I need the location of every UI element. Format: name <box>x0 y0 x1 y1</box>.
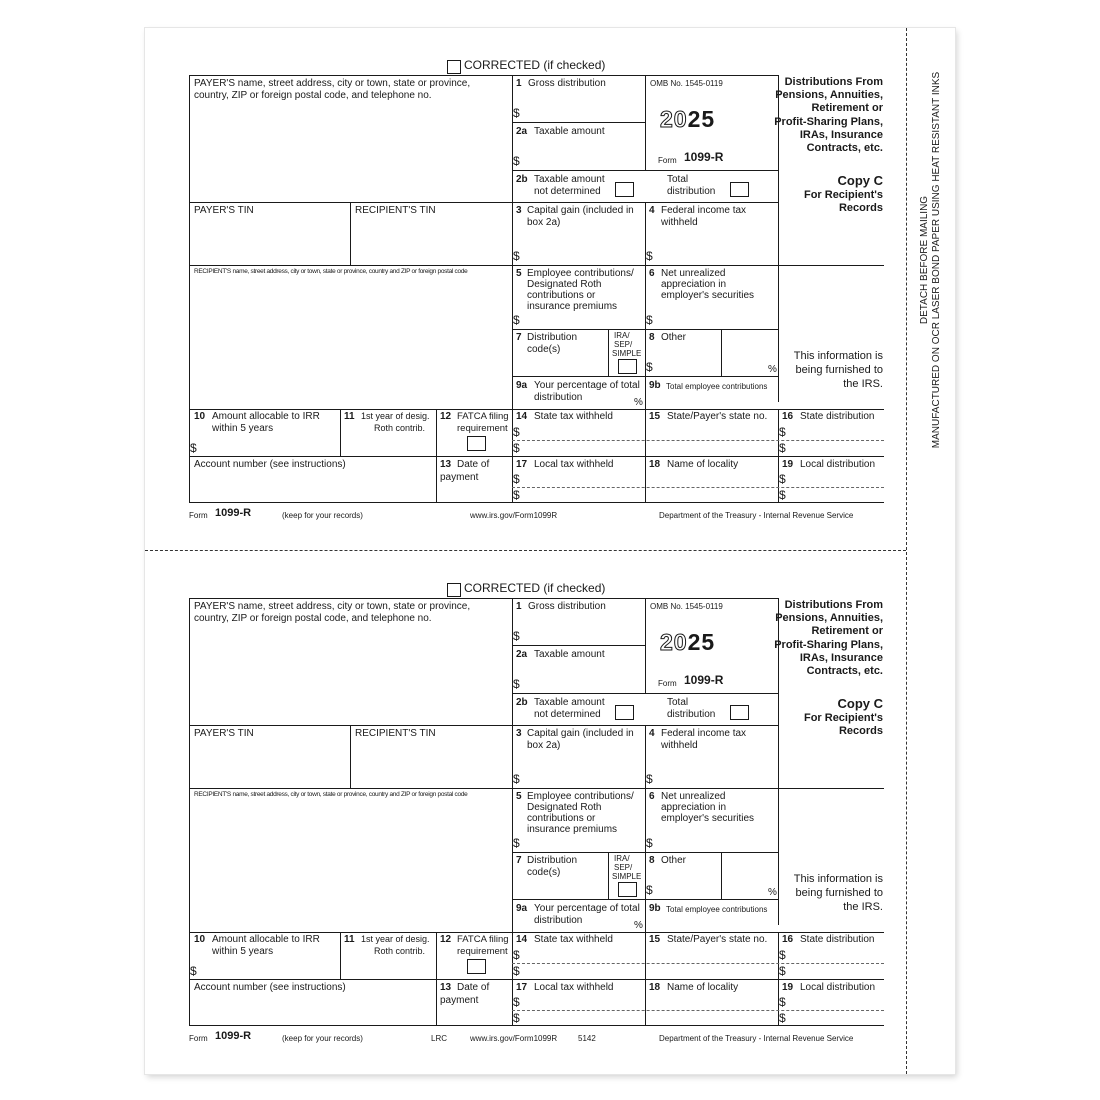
title-line: Contracts, etc. <box>806 665 883 678</box>
net-unrealized-field[interactable] <box>656 305 777 328</box>
box-2a-dollar: $ <box>513 154 520 168</box>
box-10-label-2: within 5 years <box>212 423 274 434</box>
box-5-label-2: Designated Roth <box>527 802 602 813</box>
box-3-number: 3 <box>516 728 522 739</box>
box-19-dollar-2: $ <box>779 488 786 502</box>
copy-sub-1: For Recipient's <box>803 712 883 724</box>
box-2a-label: Taxable amount <box>534 649 605 660</box>
box-17-number: 17 <box>516 459 528 470</box>
box-4-label: Federal income tax <box>661 205 747 216</box>
box-11-label: 1st year of desig. <box>361 411 430 421</box>
footer-url: www.irs.gov/Form1099R <box>470 1034 558 1043</box>
box-5-label-3: contributions or <box>527 813 596 824</box>
date-of-payment-field[interactable] <box>437 1008 511 1024</box>
payer-tin-label: PAYER'S TIN <box>194 728 254 739</box>
box-15-number: 15 <box>649 411 661 422</box>
payer-name-label: PAYER'S name, street address, city or town, state or province, <box>194 78 471 89</box>
title-line: Retirement or <box>811 625 883 638</box>
box-2a-number: 2a <box>516 649 528 660</box>
recipient-tin-field[interactable] <box>351 218 511 264</box>
box-10-number: 10 <box>194 934 206 945</box>
box-19-number: 19 <box>782 459 794 470</box>
federal-tax-field[interactable] <box>656 755 777 787</box>
box-6-label: Net unrealized <box>661 268 726 279</box>
box-16-dollar: $ <box>779 948 786 962</box>
total-distribution-label: Total <box>667 174 689 185</box>
payer-name-label-2: country, ZIP or foreign postal code, and telephone no. <box>194 90 432 101</box>
box-5-label: Employee contributions/ <box>527 268 634 279</box>
state-distribution-field-2[interactable] <box>789 441 883 455</box>
employee-contributions-field[interactable] <box>523 314 644 328</box>
box-9a-label-2: distribution <box>534 915 583 926</box>
form-copy-bottom <box>0 523 1100 1043</box>
box-3-dollar: $ <box>513 249 520 263</box>
box-4-dollar: $ <box>646 249 653 263</box>
box-16-dollar: $ <box>779 425 786 439</box>
box-9b-number: 9b <box>649 380 661 391</box>
copy-sub-2: Records <box>838 725 883 737</box>
box-13-label: Date of <box>457 982 490 993</box>
year-solid: 25 <box>687 629 716 655</box>
footer-dept: Department of the Treasury - Internal Revenue Service <box>659 511 854 520</box>
box-17-dollar: $ <box>513 995 520 1009</box>
box-3-label: Capital gain (included in <box>527 205 634 216</box>
box-9a-label: Your percentage of total <box>534 903 640 914</box>
box-8-percent: % <box>768 364 777 375</box>
box-5-label: Employee contributions/ <box>527 791 634 802</box>
state-payer-no-field-2[interactable] <box>646 441 777 455</box>
corrected-label: CORRECTED (if checked) <box>464 58 606 72</box>
title-line: Profit-Sharing Plans, <box>774 115 883 128</box>
box-2b-number: 2b <box>516 697 528 708</box>
account-number-field[interactable] <box>190 995 435 1024</box>
footer-form-name: 1099-R <box>215 507 252 519</box>
box-13-label: Date of <box>457 459 490 470</box>
local-distribution-field-1[interactable] <box>789 994 883 1009</box>
box-3-label-2: box 2a) <box>527 217 561 228</box>
title-line: Retirement or <box>811 102 883 115</box>
total-distribution-checkbox[interactable] <box>730 182 749 197</box>
box-7-label-2: code(s) <box>527 867 561 878</box>
box-6-label-2: appreciation in <box>661 802 727 813</box>
box-9a-label: Your percentage of total <box>534 380 640 391</box>
percentage-total-field[interactable] <box>590 395 632 408</box>
year-outline: 20 <box>660 106 688 132</box>
ira-label-2: SEP/ <box>614 340 633 349</box>
box-6-label: Net unrealized <box>661 791 726 802</box>
box-19-dollar: $ <box>779 995 786 1009</box>
footer-keep: (keep for your records) <box>282 511 363 520</box>
recipient-name-label: RECIPIENT'S name, street address, city or town, state or province, country and ZIP or foreign postal code <box>194 791 468 798</box>
ira-label: IRA/ <box>614 331 630 340</box>
corrected-label: CORRECTED (if checked) <box>464 581 606 595</box>
locality-name-field-1[interactable] <box>646 471 777 486</box>
ira-label-2: SEP/ <box>614 863 633 872</box>
info-line-3: the IRS. <box>843 378 883 390</box>
box-17-label: Local tax withheld <box>534 459 614 470</box>
box-5-label-2: Designated Roth <box>527 279 602 290</box>
box-19-dollar: $ <box>779 472 786 486</box>
state-tax-field-2[interactable] <box>523 964 644 978</box>
corrected-checkbox[interactable] <box>447 60 461 74</box>
title-line: IRAs, Insurance <box>799 651 883 664</box>
box-6-dollar: $ <box>646 313 653 327</box>
box-8-number: 8 <box>649 855 655 866</box>
box-12-label: FATCA filing <box>457 411 509 422</box>
box-6-label-3: employer's securities <box>661 290 755 301</box>
box-1-number: 1 <box>516 601 522 612</box>
corrected-checkbox[interactable] <box>447 583 461 597</box>
form-name: 1099-R <box>684 673 724 687</box>
box-4-dollar: $ <box>646 772 653 786</box>
omb-number: OMB No. 1545-0119 <box>650 79 723 88</box>
box-2a-label: Taxable amount <box>534 126 605 137</box>
box-11-label-2: Roth contrib. <box>374 946 426 956</box>
box-6-label-2: appreciation in <box>661 279 727 290</box>
payer-name-field[interactable] <box>190 102 511 201</box>
recipient-tin-field[interactable] <box>351 741 511 787</box>
gross-distribution-field[interactable] <box>523 92 644 121</box>
box-2b-label-2: not determined <box>534 186 601 197</box>
box-4-label-2: withheld <box>661 217 698 228</box>
ira-label: IRA/ <box>614 854 630 863</box>
form-title <box>740 599 883 678</box>
box-17-dollar: $ <box>513 472 520 486</box>
box-4-label: Federal income tax <box>661 728 747 739</box>
amount-allocable-irr-field[interactable] <box>200 437 339 455</box>
box-2b-number: 2b <box>516 174 528 185</box>
state-distribution-field-1[interactable] <box>789 424 883 439</box>
box-8-percent: % <box>768 887 777 898</box>
local-distribution-field-2[interactable] <box>789 1011 883 1024</box>
box-16-label: State distribution <box>800 934 875 945</box>
box-6-number: 6 <box>649 791 655 802</box>
detach-text: DETACH BEFORE MAILING <box>919 195 930 325</box>
box-7-number: 7 <box>516 855 522 866</box>
total-distribution-label: Total <box>667 697 689 708</box>
box-10-label: Amount allocable to IRR <box>212 934 320 945</box>
copy-label: Copy C <box>837 173 883 188</box>
total-employee-contributions-field[interactable] <box>656 393 777 408</box>
form-word: Form <box>658 156 677 165</box>
box-2a-dollar: $ <box>513 677 520 691</box>
first-year-roth-field[interactable] <box>341 436 435 455</box>
title-line: Profit-Sharing Plans, <box>774 638 883 651</box>
ira-sep-simple-checkbox[interactable] <box>618 882 637 897</box>
box-2b-label: Taxable amount <box>534 697 605 708</box>
box-11-number: 11 <box>344 934 355 945</box>
box-9a-percent: % <box>634 920 643 931</box>
box-18-number: 18 <box>649 459 661 470</box>
recipient-name-label: RECIPIENT'S name, street address, city or town, state or province, country and ZIP or foreign postal code <box>194 268 468 275</box>
distribution-code-field[interactable] <box>523 881 607 898</box>
box-12-label-2: requirement <box>457 423 508 434</box>
box-7-number: 7 <box>516 332 522 343</box>
footer-form-name: 1099-R <box>215 1030 252 1042</box>
footer-lrc: LRC <box>431 1034 448 1043</box>
box-4-number: 4 <box>649 728 655 739</box>
box-10-label: Amount allocable to IRR <box>212 411 320 422</box>
date-of-payment-field[interactable] <box>437 485 511 501</box>
payer-tin-field[interactable] <box>190 741 349 787</box>
copy-sub-1: For Recipient's <box>803 189 883 201</box>
locality-name-field-2[interactable] <box>646 1011 777 1024</box>
box-17-label: Local tax withheld <box>534 982 614 993</box>
local-tax-field-2[interactable] <box>523 488 644 501</box>
taxable-amount-field[interactable] <box>523 140 644 169</box>
taxable-amount-field[interactable] <box>523 663 644 692</box>
box-18-label: Name of locality <box>667 459 739 470</box>
form-copy-top <box>0 0 1100 520</box>
other-amount-field[interactable] <box>656 869 720 898</box>
box-10-dollar: $ <box>190 964 197 978</box>
box-8-dollar: $ <box>646 360 653 374</box>
year-outline: 20 <box>660 629 688 655</box>
box-1-label: Gross distribution <box>528 601 606 612</box>
box-8-dollar: $ <box>646 883 653 897</box>
form-word: Form <box>658 679 677 688</box>
total-distribution-checkbox[interactable] <box>730 705 749 720</box>
capital-gain-field[interactable] <box>523 755 644 787</box>
net-unrealized-field[interactable] <box>656 828 777 851</box>
total-employee-contributions-field[interactable] <box>656 916 777 931</box>
box-7-label-2: code(s) <box>527 344 561 355</box>
footer-form-word: Form <box>189 511 208 520</box>
total-distribution-label-2: distribution <box>667 709 716 720</box>
box-4-label-2: withheld <box>661 740 698 751</box>
recipient-name-field[interactable] <box>190 803 511 931</box>
local-tax-field-2[interactable] <box>523 1011 644 1024</box>
state-tax-field-1[interactable] <box>523 424 644 439</box>
state-distribution-field-1[interactable] <box>789 947 883 962</box>
total-distribution-label-2: distribution <box>667 186 716 197</box>
form-name: 1099-R <box>684 150 724 164</box>
ira-label-3: SIMPLE <box>612 349 642 358</box>
box-8-number: 8 <box>649 332 655 343</box>
box-5-dollar: $ <box>513 313 520 327</box>
state-distribution-field-2[interactable] <box>789 964 883 978</box>
copy-sub-2: Records <box>838 202 883 214</box>
box-9b-label: Total employee contributions <box>666 382 768 391</box>
box-2b-label-2: not determined <box>534 709 601 720</box>
box-9a-number: 9a <box>516 380 528 391</box>
box-5-dollar: $ <box>513 836 520 850</box>
box-1-dollar: $ <box>513 106 520 120</box>
box-15-label: State/Payer's state no. <box>667 411 768 422</box>
box-5-label-4: insurance premiums <box>527 824 618 835</box>
payer-name-label-2: country, ZIP or foreign postal code, and telephone no. <box>194 613 432 624</box>
box-13-number: 13 <box>440 459 452 470</box>
form-title <box>740 76 883 155</box>
box-3-label: Capital gain (included in <box>527 728 634 739</box>
box-13-label-2: payment <box>440 472 479 483</box>
box-2a-number: 2a <box>516 126 528 137</box>
box-9a-number: 9a <box>516 903 528 914</box>
year-solid: 25 <box>687 106 716 132</box>
box-14-label: State tax withheld <box>534 934 613 945</box>
box-19-label: Local distribution <box>800 982 876 993</box>
box-16-dollar-2: $ <box>779 964 786 978</box>
box-18-label: Name of locality <box>667 982 739 993</box>
state-tax-field-1[interactable] <box>523 947 644 962</box>
box-3-label-2: box 2a) <box>527 740 561 751</box>
fatca-checkbox[interactable] <box>467 436 486 451</box>
title-line: Pensions, Annuities, <box>775 89 883 102</box>
title-line: Distributions From <box>784 599 883 611</box>
box-8-label: Other <box>661 332 687 343</box>
employee-contributions-field[interactable] <box>523 837 644 851</box>
box-6-number: 6 <box>649 268 655 279</box>
box-16-number: 16 <box>782 934 794 945</box>
box-8-label: Other <box>661 855 687 866</box>
omb-number: OMB No. 1545-0119 <box>650 602 723 611</box>
box-17-dollar-2: $ <box>513 488 520 502</box>
box-12-number: 12 <box>440 934 452 945</box>
box-13-label-2: payment <box>440 995 479 1006</box>
state-tax-field-2[interactable] <box>523 441 644 455</box>
title-line: Pensions, Annuities, <box>775 612 883 625</box>
footer-code: 5142 <box>578 1034 596 1043</box>
federal-tax-field[interactable] <box>656 232 777 264</box>
box-14-label: State tax withheld <box>534 411 613 422</box>
box-17-number: 17 <box>516 982 528 993</box>
account-number-label: Account number (see instructions) <box>194 982 346 993</box>
taxable-not-determined-checkbox[interactable] <box>615 705 634 720</box>
box-19-dollar-2: $ <box>779 1011 786 1025</box>
box-14-dollar-2: $ <box>513 964 520 978</box>
tax-year <box>660 106 715 133</box>
payer-tin-label: PAYER'S TIN <box>194 205 254 216</box>
box-14-number: 14 <box>516 934 528 945</box>
box-9b-number: 9b <box>649 903 661 914</box>
box-4-number: 4 <box>649 205 655 216</box>
info-line-3: the IRS. <box>843 901 883 913</box>
recipient-tin-label: RECIPIENT'S TIN <box>355 728 436 739</box>
info-line-2: being furnished to <box>795 364 883 376</box>
box-7-label: Distribution <box>527 855 578 866</box>
box-1-number: 1 <box>516 78 522 89</box>
title-line: Distributions From <box>784 76 883 88</box>
payer-name-field[interactable] <box>190 625 511 724</box>
payer-tin-field[interactable] <box>190 218 349 264</box>
first-year-roth-field[interactable] <box>341 959 435 978</box>
state-payer-no-field-1[interactable] <box>646 947 777 962</box>
payer-name-label: PAYER'S name, street address, city or town, state or province, <box>194 601 471 612</box>
box-1-dollar: $ <box>513 629 520 643</box>
capital-gain-field[interactable] <box>523 232 644 264</box>
footer-form-word: Form <box>189 1034 208 1043</box>
local-distribution-field-2[interactable] <box>789 488 883 501</box>
box-14-dollar: $ <box>513 425 520 439</box>
box-9a-label-2: distribution <box>534 392 583 403</box>
box-6-dollar: $ <box>646 836 653 850</box>
amount-allocable-irr-field[interactable] <box>200 960 339 978</box>
box-3-dollar: $ <box>513 772 520 786</box>
ira-sep-simple-checkbox[interactable] <box>618 359 637 374</box>
box-17-dollar-2: $ <box>513 1011 520 1025</box>
box-7-label: Distribution <box>527 332 578 343</box>
box-15-label: State/Payer's state no. <box>667 934 768 945</box>
box-11-number: 11 <box>344 411 355 422</box>
state-payer-no-field-1[interactable] <box>646 424 777 439</box>
info-line-1: This information is <box>793 350 883 362</box>
gross-distribution-field[interactable] <box>523 615 644 644</box>
fatca-checkbox[interactable] <box>467 959 486 974</box>
box-18-number: 18 <box>649 982 661 993</box>
locality-name-field-1[interactable] <box>646 994 777 1009</box>
box-16-label: State distribution <box>800 411 875 422</box>
box-2b-label: Taxable amount <box>534 174 605 185</box>
box-19-number: 19 <box>782 982 794 993</box>
box-5-label-4: insurance premiums <box>527 301 618 312</box>
box-10-dollar: $ <box>190 441 197 455</box>
recipient-name-field[interactable] <box>190 280 511 408</box>
taxable-not-determined-checkbox[interactable] <box>615 182 634 197</box>
box-1-label: Gross distribution <box>528 78 606 89</box>
box-16-number: 16 <box>782 411 794 422</box>
box-19-label: Local distribution <box>800 459 876 470</box>
account-number-label: Account number (see instructions) <box>194 459 346 470</box>
locality-name-field-2[interactable] <box>646 488 777 501</box>
title-line: IRAs, Insurance <box>799 128 883 141</box>
ira-label-3: SIMPLE <box>612 872 642 881</box>
title-line: Contracts, etc. <box>806 142 883 155</box>
other-percent-field[interactable] <box>722 869 767 898</box>
box-6-label-3: employer's securities <box>661 813 755 824</box>
distribution-code-field[interactable] <box>523 358 607 375</box>
box-10-number: 10 <box>194 411 206 422</box>
footer-url: www.irs.gov/Form1099R <box>470 511 558 520</box>
box-14-dollar-2: $ <box>513 441 520 455</box>
box-14-number: 14 <box>516 411 528 422</box>
local-distribution-field-1[interactable] <box>789 471 883 486</box>
box-14-dollar: $ <box>513 948 520 962</box>
box-11-label-2: Roth contrib. <box>374 423 426 433</box>
box-15-number: 15 <box>649 934 661 945</box>
copy-label: Copy C <box>837 696 883 711</box>
percentage-total-field[interactable] <box>590 918 632 931</box>
state-payer-no-field-2[interactable] <box>646 964 777 978</box>
info-line-2: being furnished to <box>795 887 883 899</box>
local-tax-field-1[interactable] <box>523 994 644 1009</box>
manufactured-text: MANUFACTURED ON OCR LASER BOND PAPER USING HEAT RESISTANT INKS <box>931 71 942 449</box>
other-percent-field[interactable] <box>722 346 767 375</box>
box-16-dollar-2: $ <box>779 441 786 455</box>
account-number-field[interactable] <box>190 472 435 501</box>
footer-dept: Department of the Treasury - Internal Revenue Service <box>659 1034 854 1043</box>
info-line-1: This information is <box>793 873 883 885</box>
box-5-number: 5 <box>516 791 522 802</box>
box-12-number: 12 <box>440 411 452 422</box>
tax-year <box>660 629 715 656</box>
box-5-label-3: contributions or <box>527 290 596 301</box>
box-9b-label: Total employee contributions <box>666 905 768 914</box>
local-tax-field-1[interactable] <box>523 471 644 486</box>
box-13-number: 13 <box>440 982 452 993</box>
other-amount-field[interactable] <box>656 346 720 375</box>
footer-keep: (keep for your records) <box>282 1034 363 1043</box>
box-9a-percent: % <box>634 397 643 408</box>
box-12-label-2: requirement <box>457 946 508 957</box>
box-3-number: 3 <box>516 205 522 216</box>
box-5-number: 5 <box>516 268 522 279</box>
box-12-label: FATCA filing <box>457 934 509 945</box>
box-10-label-2: within 5 years <box>212 946 274 957</box>
recipient-tin-label: RECIPIENT'S TIN <box>355 205 436 216</box>
box-11-label: 1st year of desig. <box>361 934 430 944</box>
